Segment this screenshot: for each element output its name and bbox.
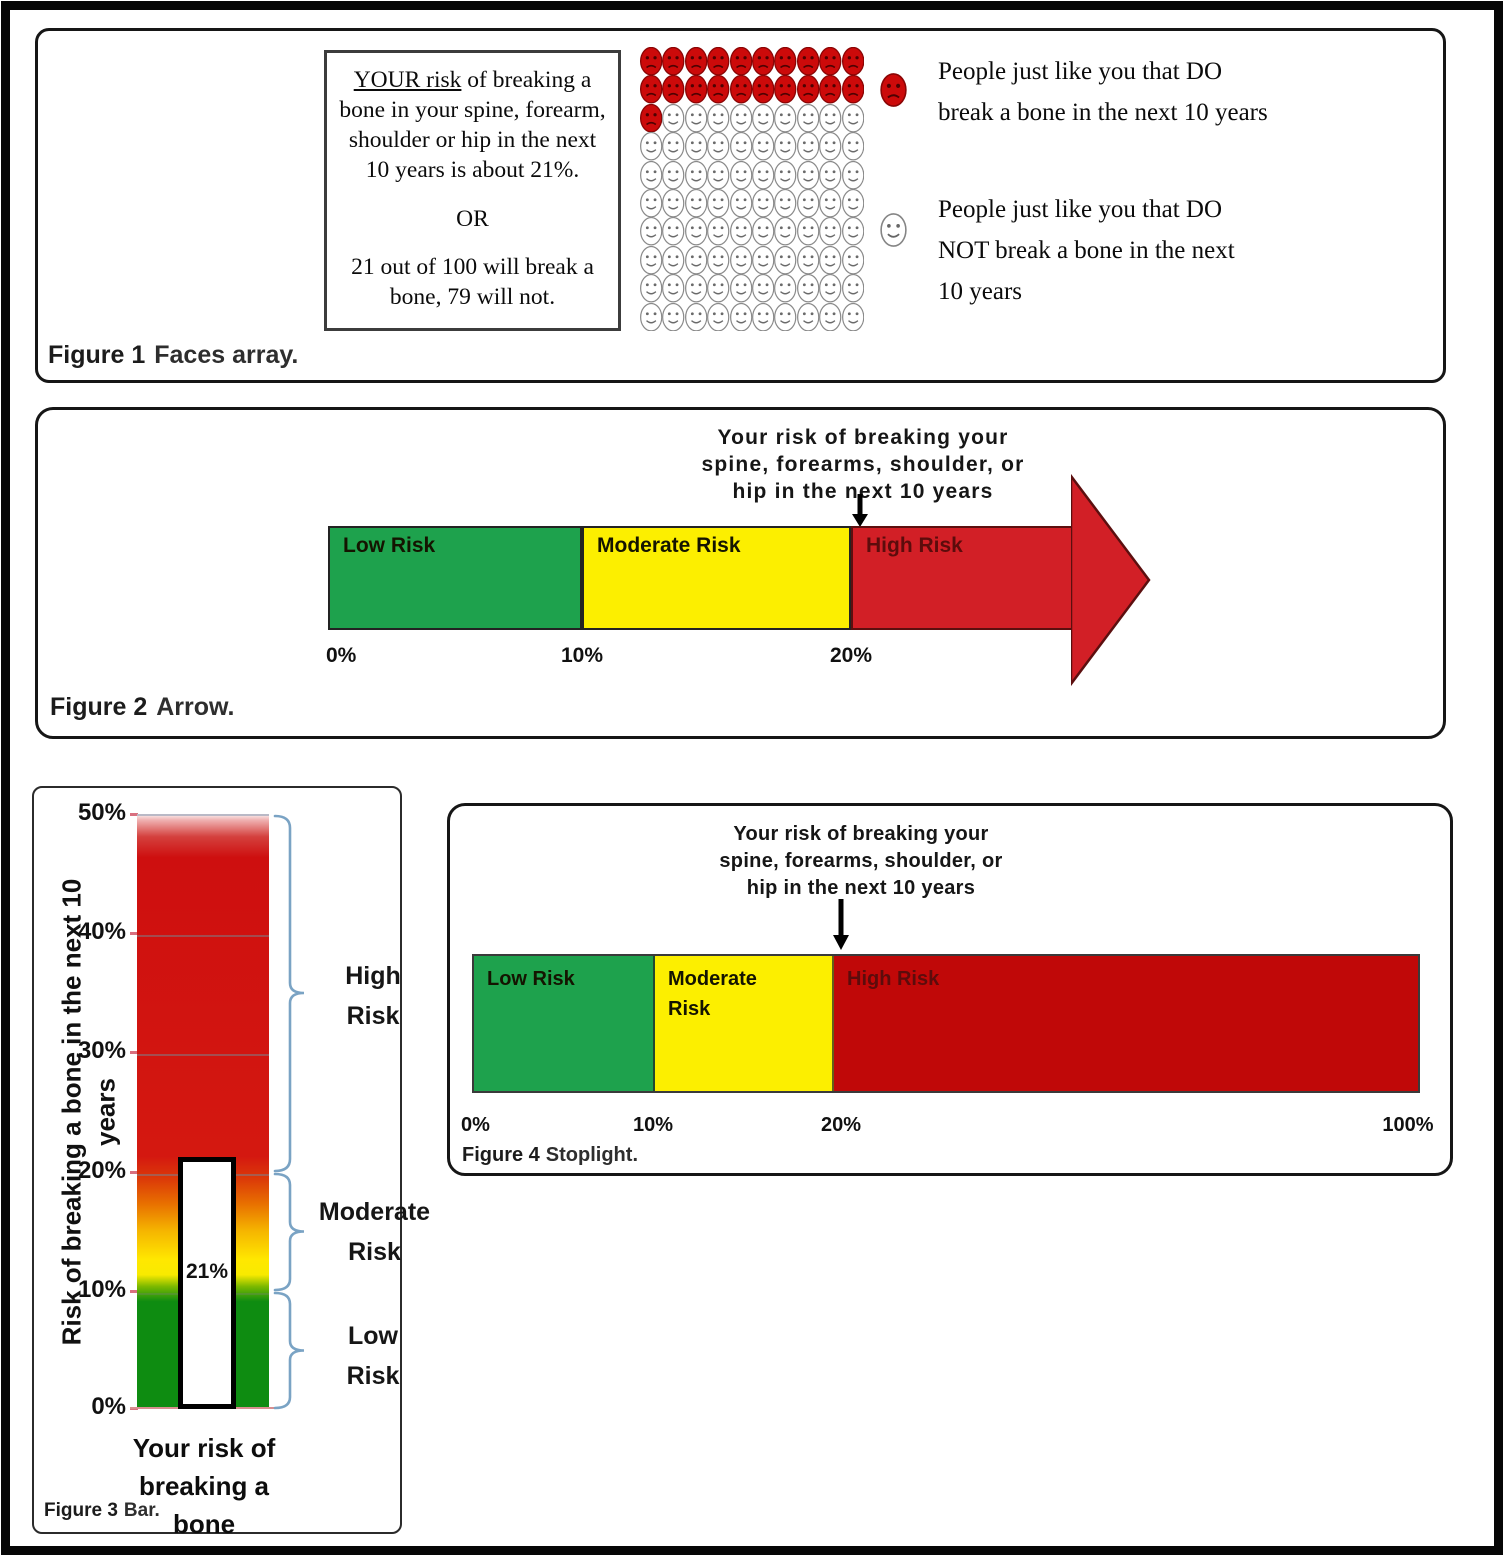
high-risk-band-label: High Risk: [345, 962, 401, 1030]
smiley-face-icon: [752, 132, 774, 160]
smiley-face-icon: [730, 303, 752, 331]
smiley-face-icon: [819, 303, 841, 331]
smiley-face-icon: [797, 303, 819, 331]
smiley-face-icon: [819, 274, 841, 302]
frequency-statement: 21 out of 100 will break a bone, 79 will not.: [351, 254, 594, 310]
smiley-face-icon: [774, 246, 796, 274]
figure2-caption-text: Arrow.: [156, 693, 235, 721]
figure3-caption-label: Figure 3: [44, 1500, 118, 1521]
figure3-value-bar: [178, 1157, 236, 1409]
moderate-risk-label: Moderate Risk: [597, 534, 741, 557]
smiley-face-icon: [797, 274, 819, 302]
smiley-face-icon: [842, 161, 864, 189]
smiley-face-icon: [730, 132, 752, 160]
smiley-face-icon: [797, 161, 819, 189]
figure4-stoplight-bar: [472, 954, 1420, 1093]
figure3-caption: [44, 1500, 160, 1522]
smiley-face-icon: [774, 161, 796, 189]
sad-face-icon: [685, 47, 707, 75]
smiley-face-icon: [774, 274, 796, 302]
smiley-face-icon: [842, 274, 864, 302]
sad-face-icon: [774, 47, 796, 75]
legend-sad-face-icon: [878, 73, 909, 107]
smiley-face-icon: [797, 132, 819, 160]
sad-face-icon: [640, 104, 662, 132]
figure1-caption-label: Figure 1: [48, 341, 146, 369]
smiley-face-icon: [662, 274, 684, 302]
sad-face-icon: [707, 47, 729, 75]
smiley-face-icon: [842, 189, 864, 217]
figure2-caption: [50, 693, 235, 722]
legend-smiley-face-icon: [878, 213, 909, 247]
smiley-face-icon: [640, 217, 662, 245]
smiley-face-icon: [752, 161, 774, 189]
smiley-face-icon: [640, 161, 662, 189]
figure4-tick-10: 10%: [632, 1114, 674, 1136]
smiley-face-icon: [752, 104, 774, 132]
smiley-face-icon: [685, 246, 707, 274]
legend-do-break-text: People just like you that DO break a bone in the next 10 years: [938, 58, 1268, 126]
figure2-annotation: Your risk of breaking your spine, forearms, shoulder, or hip in the next 10 years: [701, 426, 1025, 503]
sad-face-icon: [774, 75, 796, 103]
figure2-panel: [35, 407, 1446, 739]
smiley-face-icon: [797, 104, 819, 132]
figure4-tick-100: 100%: [1382, 1114, 1434, 1136]
smiley-face-icon: [730, 246, 752, 274]
low-risk-label: Low Risk: [487, 968, 575, 990]
sad-face-icon: [640, 75, 662, 103]
sad-face-icon: [730, 47, 752, 75]
smiley-face-icon: [707, 161, 729, 189]
smiley-face-icon: [685, 104, 707, 132]
figure4-low-risk-segment: [474, 956, 655, 1091]
moderate-risk-band-label: Moderate Risk: [318, 1198, 431, 1266]
figure4-panel: [447, 803, 1453, 1176]
sad-face-icon: [819, 75, 841, 103]
smiley-face-icon: [640, 246, 662, 274]
smiley-face-icon: [774, 303, 796, 331]
smiley-face-icon: [640, 189, 662, 217]
figure2-high-risk-segment: [851, 526, 1073, 630]
smiley-face-icon: [752, 303, 774, 331]
smiley-face-icon: [707, 189, 729, 217]
sad-face-icon: [752, 47, 774, 75]
sad-face-icon: [685, 75, 707, 103]
smiley-face-icon: [640, 303, 662, 331]
figure1-caption: [48, 341, 298, 370]
smiley-face-icon: [797, 217, 819, 245]
smiley-face-icon: [707, 104, 729, 132]
figure1-panel: [35, 28, 1446, 383]
smiley-face-icon: [730, 217, 752, 245]
low-risk-label: Low Risk: [343, 534, 436, 557]
smiley-face-icon: [819, 217, 841, 245]
smiley-face-icon: [707, 132, 729, 160]
smiley-face-icon: [797, 189, 819, 217]
smiley-face-icon: [662, 161, 684, 189]
smiley-face-icon: [707, 217, 729, 245]
sad-face-icon: [797, 47, 819, 75]
figure1-caption-text: Faces array.: [154, 341, 299, 369]
smiley-face-icon: [685, 217, 707, 245]
sad-face-icon: [730, 75, 752, 103]
sad-face-icon: [662, 47, 684, 75]
sad-face-icon: [752, 75, 774, 103]
sad-face-icon: [662, 75, 684, 103]
figure3-y-axis-label: Risk of breaking a bone in the next 10 years: [56, 878, 121, 1346]
figure3-ytick-40: 40%: [77, 918, 126, 945]
smiley-face-icon: [774, 132, 796, 160]
smiley-face-icon: [819, 161, 841, 189]
figure2-caption-label: Figure 2: [50, 693, 148, 721]
figure2-moderate-risk-segment: [582, 526, 851, 630]
smiley-face-icon: [842, 246, 864, 274]
figure3-ytick-30: 30%: [77, 1037, 126, 1064]
bar-value-label: 21%: [185, 1260, 229, 1283]
smiley-face-icon: [640, 274, 662, 302]
figure4-annotation: Your risk of breaking your spine, forearms, shoulder, or hip in the next 10 years: [719, 823, 1003, 899]
smiley-face-icon: [752, 274, 774, 302]
right-arrow-head-icon: [1071, 474, 1153, 686]
smiley-face-icon: [685, 303, 707, 331]
figure3-ytick-20: 20%: [77, 1157, 126, 1184]
faces-grid: [640, 47, 864, 331]
moderate-risk-label: Moderate Risk: [668, 968, 757, 1020]
figure4-caption: [462, 1144, 638, 1167]
figure4-tick-0: 0%: [461, 1114, 490, 1136]
figure3-caption-text: Bar.: [123, 1500, 160, 1521]
or-separator: OR: [456, 206, 489, 232]
figure3-ytick-50: 50%: [77, 799, 126, 826]
figure2-tick-0: 0%: [326, 644, 357, 667]
smiley-face-icon: [730, 161, 752, 189]
smiley-face-icon: [819, 132, 841, 160]
smiley-face-icon: [685, 274, 707, 302]
figure4-tick-20: 20%: [820, 1114, 862, 1136]
figure3-x-axis-label: Your risk of breaking a bone: [132, 1433, 276, 1539]
figure3-ytick-10: 10%: [77, 1276, 126, 1303]
figure4-moderate-risk-segment: [655, 956, 834, 1091]
figure3-panel: [32, 786, 431, 1539]
smiley-face-icon: [730, 189, 752, 217]
figure4-caption-label: Figure 4: [462, 1144, 540, 1166]
high-risk-label: High Risk: [847, 968, 940, 990]
smiley-face-icon: [752, 189, 774, 217]
figure1-risk-textbox: [324, 50, 621, 331]
smiley-face-icon: [685, 132, 707, 160]
smiley-face-icon: [774, 104, 796, 132]
figure4-caption-text: Stoplight.: [545, 1144, 638, 1166]
smiley-face-icon: [752, 246, 774, 274]
smiley-face-icon: [730, 274, 752, 302]
smiley-face-icon: [819, 104, 841, 132]
smiley-face-icon: [662, 189, 684, 217]
smiley-face-icon: [662, 303, 684, 331]
gridline-40: [137, 935, 269, 937]
smiley-face-icon: [707, 246, 729, 274]
smiley-face-icon: [662, 246, 684, 274]
smiley-face-icon: [662, 104, 684, 132]
legend-do-not-break-text: People just like you that DO NOT break a bone in the next 10 years: [938, 196, 1235, 305]
figure2-low-risk-segment: [328, 526, 582, 630]
smiley-face-icon: [842, 132, 864, 160]
smiley-face-icon: [730, 104, 752, 132]
risk-statement: YOUR risk of breaking a bone in your spine, forearm, shoulder or hip in the next 10 years is about 21%.: [339, 67, 606, 183]
smiley-face-icon: [842, 303, 864, 331]
sad-face-icon: [707, 75, 729, 103]
smiley-face-icon: [707, 274, 729, 302]
smiley-face-icon: [752, 217, 774, 245]
smiley-face-icon: [640, 132, 662, 160]
figure2-tick-20: 20%: [829, 644, 873, 667]
sad-face-icon: [842, 47, 864, 75]
low-risk-band-label: Low Risk: [346, 1322, 400, 1390]
brace-icons: [270, 814, 314, 1412]
smiley-face-icon: [774, 217, 796, 245]
sad-face-icon: [797, 75, 819, 103]
smiley-face-icon: [819, 246, 841, 274]
smiley-face-icon: [685, 189, 707, 217]
smiley-face-icon: [685, 161, 707, 189]
smiley-face-icon: [797, 246, 819, 274]
down-arrow-icon: [848, 494, 872, 528]
underlined-phrase: YOUR risk: [353, 67, 462, 93]
high-risk-label: High Risk: [866, 534, 963, 557]
figure4-high-risk-segment: [834, 956, 1418, 1091]
figure3-ytick-0: 0%: [91, 1393, 126, 1420]
sad-face-icon: [842, 75, 864, 103]
smiley-face-icon: [662, 217, 684, 245]
down-arrow-icon: [829, 899, 853, 951]
smiley-face-icon: [819, 189, 841, 217]
smiley-face-icon: [842, 217, 864, 245]
sad-face-icon: [640, 47, 662, 75]
smiley-face-icon: [842, 104, 864, 132]
smiley-face-icon: [662, 132, 684, 160]
gridline-30: [137, 1054, 269, 1056]
smiley-face-icon: [707, 303, 729, 331]
figure2-tick-10: 10%: [560, 644, 604, 667]
smiley-face-icon: [774, 189, 796, 217]
sad-face-icon: [819, 47, 841, 75]
